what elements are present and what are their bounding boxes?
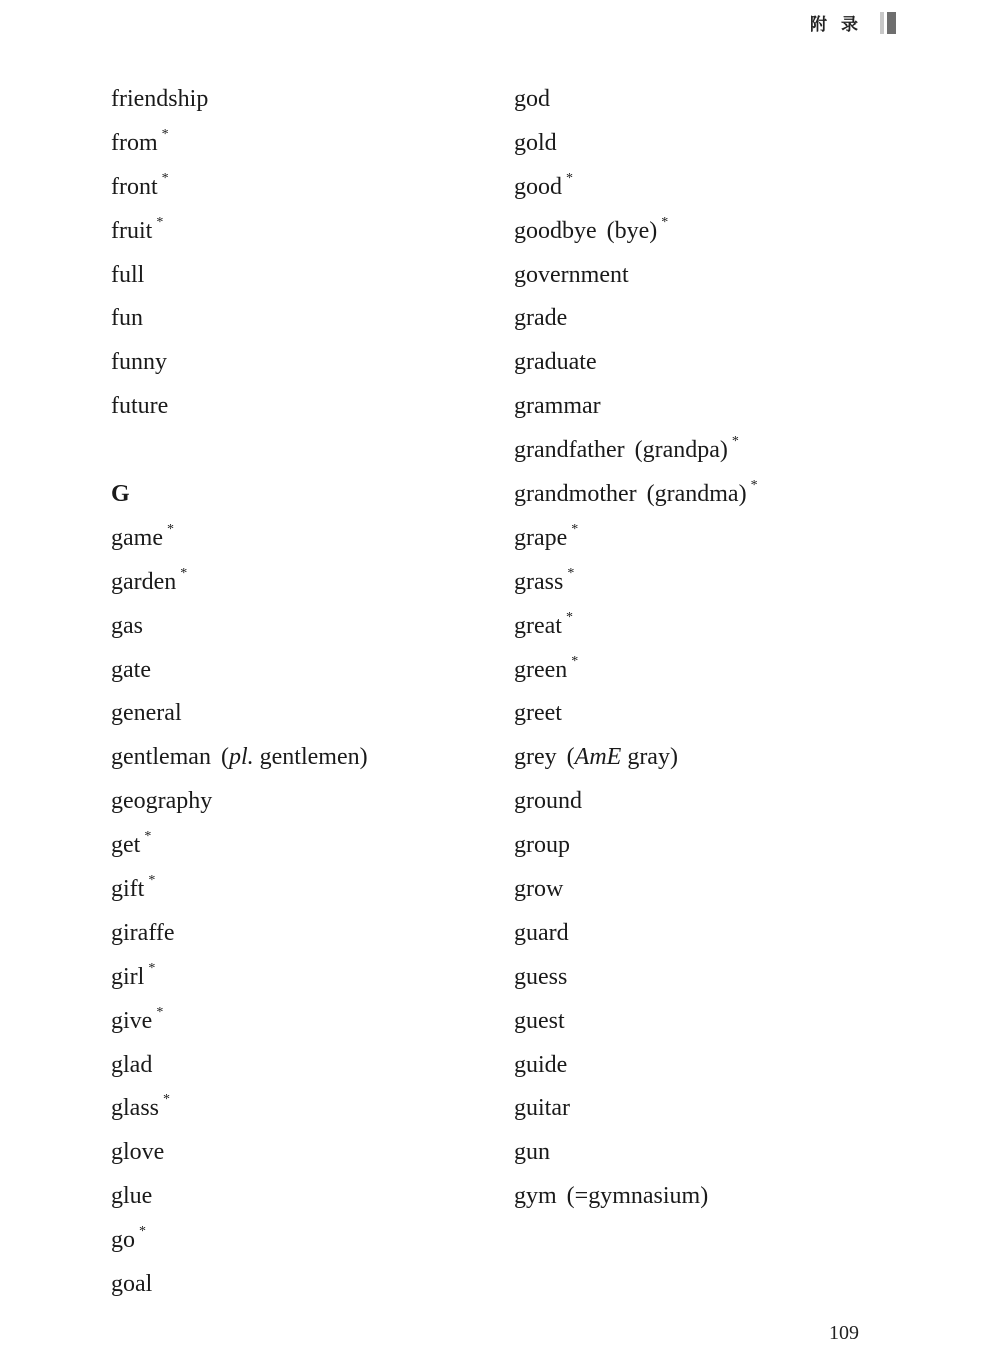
vocabulary-entry (111, 740, 368, 784)
entry-word: gate (111, 656, 151, 683)
vocabulary-entry (514, 872, 758, 916)
vocabulary-entry (111, 214, 368, 258)
vocabulary-entry (111, 258, 368, 302)
vocabulary-entry (514, 1048, 758, 1092)
asterisk-marker: * (156, 214, 164, 230)
vocabulary-entry (514, 696, 758, 740)
entry-note-rest: gray) (621, 744, 678, 771)
asterisk-marker: * (566, 170, 573, 186)
entry-word: green (514, 656, 568, 683)
header-title: 附录 (810, 15, 872, 35)
vocabulary-entry (514, 1135, 758, 1179)
vocabulary-entry (514, 170, 758, 214)
entry-word: god (514, 86, 550, 112)
entry-word: garden (111, 568, 177, 595)
entry-word: future (111, 393, 169, 420)
asterisk-marker: * (571, 521, 579, 537)
vocabulary-entry (514, 389, 758, 433)
entry-note-italic: AmE (574, 744, 622, 771)
vocabulary-entry (514, 828, 758, 872)
vocabulary-entry (111, 1048, 368, 1092)
entry-note (221, 744, 368, 770)
entry-note (647, 481, 747, 507)
entry-word: fruit (111, 217, 153, 244)
asterisk-marker: * (163, 1092, 170, 1108)
entry-word: group (514, 832, 570, 859)
entry-word: graduate (514, 349, 597, 376)
asterisk-marker: * (731, 434, 739, 450)
entry-word: full (111, 261, 145, 288)
entry-word: gift (111, 876, 145, 903)
vocabulary-entry (111, 170, 368, 214)
vocabulary-entry (514, 521, 758, 565)
entry-word: gun (514, 1139, 550, 1166)
vocabulary-entry (111, 1267, 368, 1311)
asterisk-marker: * (161, 126, 169, 142)
vocabulary-entry (111, 565, 368, 609)
vocabulary-entry (514, 82, 758, 126)
entry-word: gas (111, 612, 143, 639)
vocabulary-entry (514, 1091, 758, 1135)
entry-word: grape (514, 524, 568, 551)
vocabulary-entry (111, 301, 368, 345)
entry-word: glue (111, 1183, 153, 1210)
entry-word: gentleman (111, 744, 211, 771)
entry-word: grow (514, 876, 564, 903)
asterisk-marker: * (156, 1004, 164, 1020)
entry-note-text: ( (220, 744, 229, 771)
entry-word: guide (514, 1051, 568, 1078)
asterisk-marker: * (161, 170, 169, 186)
entry-note-text: (grandma) (646, 481, 747, 508)
vocabulary-entry (111, 653, 368, 697)
entry-word: from (111, 129, 158, 156)
asterisk-marker: * (567, 565, 575, 581)
entry-word: grandfather (514, 437, 625, 464)
vocabulary-entry (111, 389, 368, 433)
vocabulary-entry (514, 433, 758, 477)
vocabulary-entry (514, 477, 758, 521)
asterisk-marker: * (661, 214, 669, 230)
entry-word: geography (111, 788, 213, 815)
entry-note-italic: pl. (228, 744, 254, 771)
vocabulary-entry (514, 301, 758, 345)
vocabulary-entry (514, 916, 758, 960)
vocabulary-entry (514, 960, 758, 1004)
vocabulary-entry (111, 1004, 368, 1048)
vocabulary-entry (514, 126, 758, 170)
entry-word: gym (514, 1183, 557, 1210)
asterisk-marker: * (571, 653, 579, 669)
entry-word: glove (111, 1139, 165, 1166)
entry-word: game (111, 524, 163, 551)
vocabulary-entry (111, 345, 368, 389)
asterisk-marker: * (750, 478, 758, 494)
entry-word: general (111, 700, 182, 727)
vocabulary-entry (111, 82, 368, 126)
entry-word: goodbye (514, 217, 597, 244)
entry-note (567, 744, 678, 770)
entry-word: greet (514, 700, 562, 727)
vocabulary-entry (514, 214, 758, 258)
entry-word: front (111, 173, 158, 200)
asterisk-marker: * (139, 1224, 146, 1240)
entry-note-text: ( (566, 744, 575, 771)
vocabulary-entry (514, 345, 758, 389)
asterisk-marker: * (148, 873, 156, 889)
asterisk-marker: * (148, 960, 156, 976)
entry-word: government (514, 261, 629, 288)
entry-word: G (111, 481, 130, 508)
header-bars-decoration (880, 12, 896, 34)
vocabulary-entry (111, 916, 368, 960)
entry-word: friendship (111, 86, 209, 112)
entry-word: go (111, 1227, 135, 1254)
entry-word: guess (514, 963, 568, 990)
entry-word: gold (514, 129, 557, 156)
entry-word: grandmother (514, 481, 637, 508)
entry-note (635, 437, 728, 463)
entry-word: guitar (514, 1095, 570, 1122)
vocabulary-entry (111, 828, 368, 872)
vocabulary-entry (111, 1223, 368, 1267)
entry-word: glad (111, 1051, 153, 1078)
vocabulary-entry (111, 696, 368, 740)
vocabulary-entry (514, 258, 758, 302)
entry-note-text: (grandpa) (634, 437, 728, 464)
running-header (810, 10, 896, 35)
entry-word: grammar (514, 393, 601, 420)
vocabulary-entry (111, 784, 368, 828)
vocabulary-entry (514, 1179, 758, 1223)
vocabulary-entry (514, 1004, 758, 1048)
asterisk-marker: * (565, 609, 573, 625)
header-bar-thin (880, 12, 884, 34)
entry-word: give (111, 1007, 153, 1034)
word-list-right-column (514, 82, 758, 1223)
entry-word: guard (514, 919, 569, 946)
entry-word: goal (111, 1271, 153, 1298)
vocabulary-entry (111, 1091, 368, 1135)
vocabulary-entry (111, 1179, 368, 1223)
section-letter-heading (111, 477, 368, 521)
vocabulary-entry (514, 565, 758, 609)
vocabulary-entry (514, 740, 758, 784)
entry-word: great (514, 612, 562, 639)
vocabulary-entry (111, 521, 368, 565)
vocabulary-entry (111, 126, 368, 170)
asterisk-marker: * (180, 565, 188, 581)
entry-word: grade (514, 305, 568, 332)
vocabulary-entry (111, 1135, 368, 1179)
entry-word: good (514, 173, 562, 200)
vocabulary-entry (514, 784, 758, 828)
entry-word: guest (514, 1007, 565, 1034)
entry-note (567, 1183, 709, 1209)
entry-word: ground (514, 788, 582, 815)
vocabulary-entry (111, 960, 368, 1004)
entry-word: glass (111, 1095, 159, 1122)
entry-word: grey (514, 744, 557, 771)
word-list-left-column (111, 82, 368, 1311)
entry-word: fun (111, 305, 143, 332)
entry-word: grass (514, 568, 564, 595)
entry-word: get (111, 832, 141, 859)
page-number: 109 (829, 1322, 859, 1344)
entry-note-text: (=gymnasium) (566, 1183, 709, 1210)
entry-word: girl (111, 963, 145, 990)
entry-word: giraffe (111, 919, 175, 946)
vocabulary-entry (111, 433, 368, 477)
vocabulary-entry (111, 609, 368, 653)
entry-word: funny (111, 349, 167, 376)
entry-note-text: (bye) (606, 217, 658, 244)
entry-note (607, 218, 658, 244)
vocabulary-entry (514, 609, 758, 653)
vocabulary-entry (111, 872, 368, 916)
entry-note-rest: gentlemen) (253, 744, 368, 771)
header-bar-thick (887, 12, 896, 34)
asterisk-marker: * (144, 829, 152, 845)
vocabulary-entry (514, 653, 758, 697)
asterisk-marker: * (166, 521, 174, 537)
